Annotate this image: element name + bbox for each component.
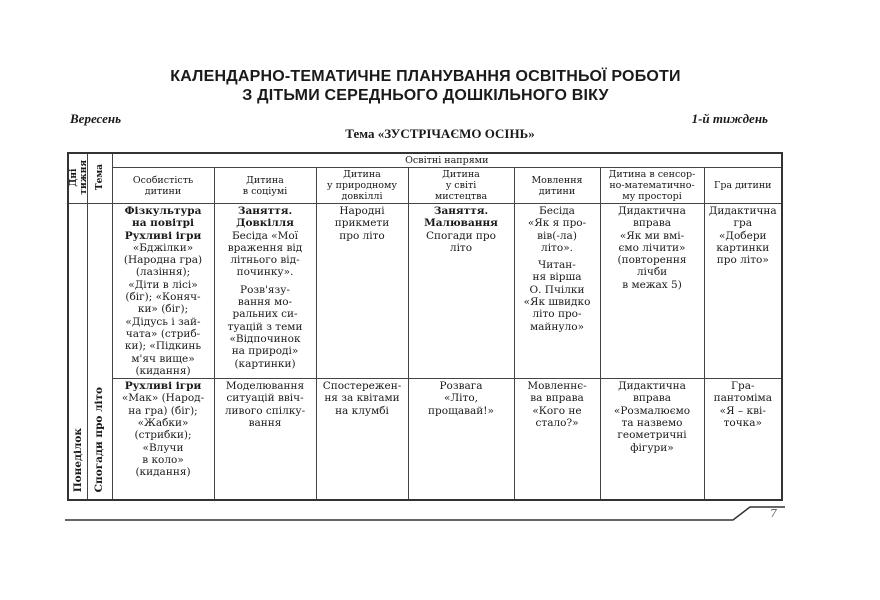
- table-cell: Гра- пантоміма «Я – кві- точка»: [704, 379, 782, 501]
- column-header: Гра дитини: [704, 168, 782, 204]
- theme-heading: Тема «ЗУСТРІЧАЄМО ОСІНЬ»: [345, 126, 535, 141]
- cell-bold: Рухливі ігри: [124, 380, 202, 393]
- page-title-line2: З ДІТЬМИ СЕРЕДНЬОГО ДОШКІЛЬНОГО ВІКУ: [242, 87, 609, 104]
- day-text: Понеділок: [71, 427, 84, 492]
- column-header: Дитина у світі мистецтва: [408, 168, 514, 204]
- header-group: Освітні напрями: [112, 153, 782, 168]
- cell-text: Бесіда «Мої враження від літнього від- починку».: [227, 229, 303, 279]
- page-title-line1: КАЛЕНДАРНО-ТЕМАТИЧНЕ ПЛАНУВАННЯ ОСВІТНЬОЇ РОБОТИ: [170, 68, 681, 85]
- table-cell: Дидактична вправа «Як ми вмі- ємо лічити» (повторення лічби в межах 5): [600, 204, 704, 379]
- column-header: Мовлення дитини: [514, 168, 600, 204]
- week-label: 1-й тиждень: [691, 111, 768, 126]
- table-cell: Народні прикмети про літо: [316, 204, 408, 379]
- column-header: Дитина у природному довкіллі: [316, 168, 408, 204]
- table-cell: Дидактична вправа «Розмалюємо та назвемо геометричні фігури»: [600, 379, 704, 501]
- column-header: Дитина в сенсор- но-математично- му просторі: [600, 168, 704, 204]
- cell-bold: Заняття. Довкілля: [236, 205, 294, 230]
- page-number: 7: [770, 507, 777, 520]
- cell-text: Бесіда «Як я про- вів(-ла) літо».: [527, 205, 587, 254]
- table-cell: Дидактична гра «Добери картинки про літо»: [704, 204, 782, 379]
- cell-text: «Мак» (Народ- на гра) (біг); «Жабки» (стрибки); «Влучи в коло» (кидання): [121, 392, 205, 479]
- column-header: Дитина в соціумі: [214, 168, 316, 204]
- cell-text: «Бджілки» (Народна гра) (лазіння); «Діти в лісі» (біг); «Коняч- ки» (біг); «Дідусь і зай- чата» (стриб- ки); «Підкинь м'яч вище» (кидання): [123, 241, 203, 377]
- table-cell: Розвага «Літо, прощавай!»: [408, 379, 514, 501]
- header-days-text: Дні тижня: [69, 159, 89, 195]
- day-theme-text: Спогади про літо: [93, 386, 106, 492]
- cell-bold: Заняття. Малювання: [424, 205, 498, 230]
- table-cell: Моделювання ситуацій ввіч- ливого спілку- вання: [214, 379, 316, 501]
- cell-bold: Фізкультура на повітрі Рухливі ігри: [124, 205, 202, 242]
- cell-text: Спогади про літо: [426, 229, 496, 254]
- table-cell: Спостережен- ня за квітами на клумбі: [316, 379, 408, 501]
- month-label: Вересень: [70, 111, 122, 126]
- cell-text: Розв'язу- вання мо- ральних си- туацій з теми «Відпочинок на природі» (картинки): [227, 283, 303, 370]
- cell-text: Читан- ня вірша О. Пчілки «Як швидко літо про- майнуло»: [523, 259, 591, 333]
- header-theme-text: Тема: [94, 163, 105, 191]
- table-cell: Мовленнє- ва вправа «Кого не стало?»: [514, 379, 600, 501]
- column-header: Особистість дитини: [112, 168, 214, 204]
